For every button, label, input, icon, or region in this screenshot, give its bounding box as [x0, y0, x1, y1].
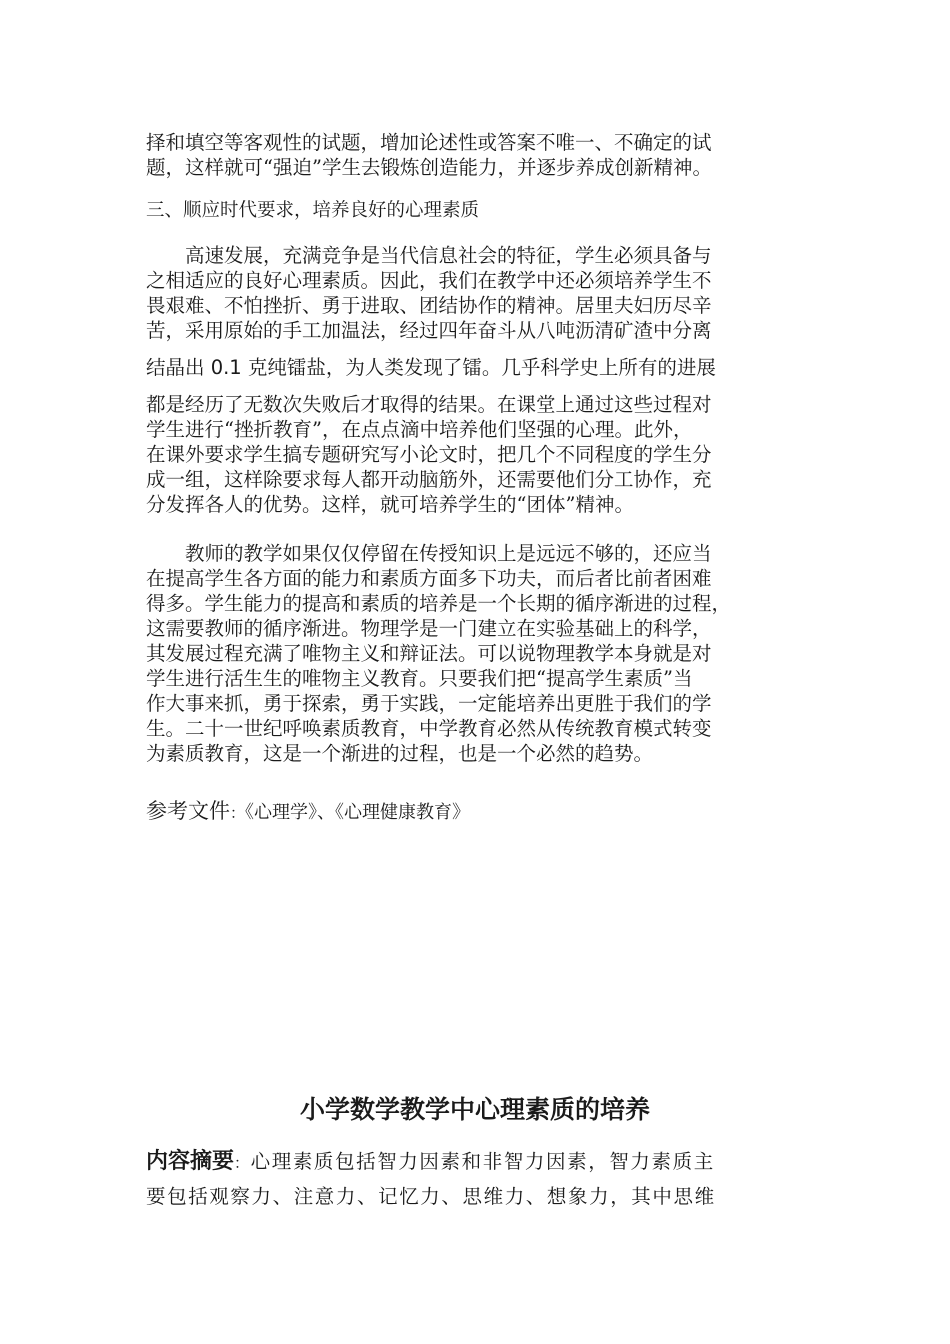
abstract-line-1 — [146, 1149, 715, 1176]
paragraph2-line-3: 畏艰难、不怕挫折、勇于进取、团结协作的精神。居里夫妇历尽辛 — [146, 294, 712, 317]
paragraph2-line-1: 高速发展，充满竞争是当代信息社会的特征，学生必须具备与 — [146, 244, 712, 267]
paragraph2-line-5-post: 克纯镭盐，为人类发现了镭。几乎科学史上所有的进展 — [241, 356, 716, 379]
article-title: 小学数学教学中心理素质的培养 — [299, 1095, 650, 1124]
paragraph2-line-4: 苦，采用原始的手工加温法，经过四年奋斗从八吨沥清矿渣中分离 — [146, 319, 712, 342]
paragraph3-line-5: 其发展过程充满了唯物主义和辩证法。可以说物理教学本身就是对 — [146, 642, 712, 665]
paragraph2-line-10: 分发挥各人的优势。这样，就可培养学生的“团体”精神。 — [146, 493, 634, 516]
paragraph3-line-9: 为素质教育，这是一个渐进的过程，也是一个必然的趋势。 — [146, 742, 654, 765]
paragraph2-line-5 — [146, 355, 716, 381]
section-heading: 三、顺应时代要求，培养良好的心理素质 — [146, 200, 480, 221]
paragraph2-line-9: 成一组，这样除要求每人都开动脑筋外，还需要他们分工协作，充 — [146, 468, 712, 491]
paragraph2-line-5-pre: 结晶出 — [146, 356, 211, 379]
references — [146, 798, 470, 826]
paragraph2-line-5-number: 0.1 — [210, 356, 242, 379]
references-colon: ： — [230, 804, 246, 822]
abstract-text-1: 心理素质包括智力因素和非智力因素，智力素质主 — [250, 1150, 715, 1173]
paragraph3-line-3: 得多。学生能力的提高和素质的培养是一个长期的循序渐进的过程， — [146, 592, 732, 615]
abstract-colon: ： — [234, 1154, 251, 1172]
paragraph2-line-7: 学生进行“挫折教育”，在点点滴中培养他们坚强的心理。此外， — [146, 418, 693, 441]
references-label: 参考文件 — [146, 799, 230, 823]
paragraph3-line-6: 学生进行活生生的唯物主义教育。只要我们把“提高学生素质”当 — [146, 667, 693, 690]
paragraph2-line-2: 之相适应的良好心理素质。因此，我们在教学中还必须培养学生不 — [146, 269, 712, 292]
paragraph3-line-2: 在提高学生各方面的能力和素质方面多下功夫，而后者比前者困难 — [146, 567, 712, 590]
paragraph3-line-8: 生。二十一世纪呼唤素质教育，中学教育必然从传统教育模式转变 — [146, 717, 712, 740]
paragraph2-line-8: 在课外要求学生搞专题研究写小论文时，把几个不同程度的学生分 — [146, 443, 712, 466]
abstract-label: 内容摘要 — [146, 1149, 235, 1174]
references-items: 《心理学》、《心理健康教育》 — [245, 802, 471, 823]
paragraph3-line-4: 这需要教师的循序渐进。物理学是一门建立在实验基础上的科学， — [146, 617, 712, 640]
paragraph2-line-6: 都是经历了无数次失败后才取得的结果。在课堂上通过这些过程对 — [146, 393, 712, 416]
paragraph1-line-1: 择和填空等客观性的试题，增加论述性或答案不唯一、不确定的试 — [146, 131, 712, 154]
paragraph3-line-7: 作大事来抓，勇于探索，勇于实践，一定能培养出更胜于我们的学 — [146, 692, 712, 715]
paragraph3-line-1: 教师的教学如果仅仅停留在传授知识上是远远不够的，还应当 — [146, 542, 712, 565]
paragraph1-line-2: 题，这样就可“强迫”学生去锻炼创造能力，并逐步养成创新精神。 — [146, 156, 712, 179]
abstract-line-2: 要包括观察力、注意力、记忆力、思维力、想象力，其中思维 — [146, 1185, 716, 1208]
